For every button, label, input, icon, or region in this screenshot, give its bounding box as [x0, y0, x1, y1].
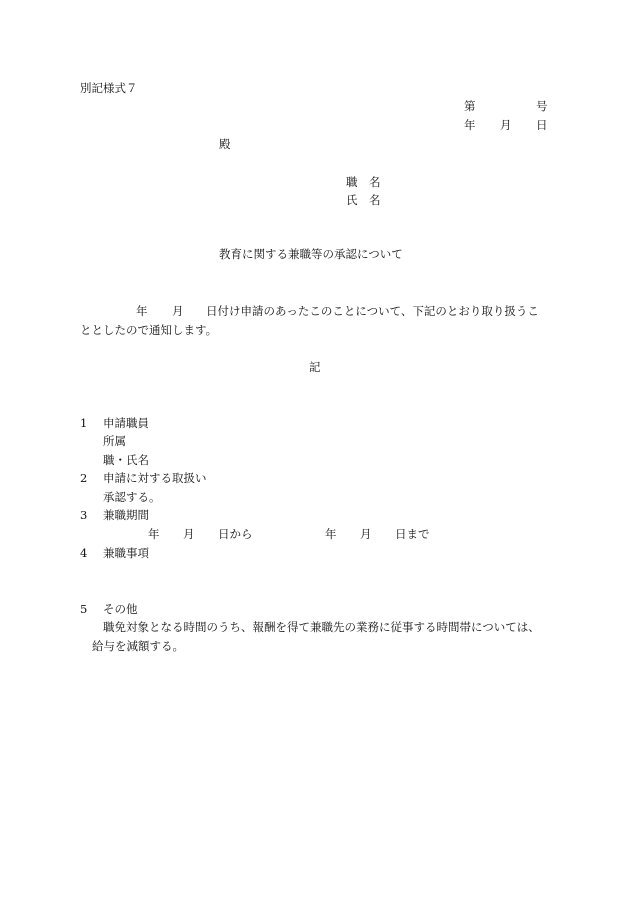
item3-from-year: 年 — [148, 527, 160, 541]
item3-to-year: 年 — [325, 527, 337, 541]
addressee-suffix: 殿 — [219, 137, 231, 151]
item2-label: 申請に対する取扱い — [103, 471, 207, 485]
item1-label: 申請職員 — [103, 416, 149, 430]
item5-number: 5 — [80, 602, 88, 616]
item3-label: 兼職期間 — [103, 508, 149, 522]
item4-number: 4 — [80, 546, 88, 560]
sender-title: 職 名 — [346, 175, 381, 189]
sender-name: 氏 名 — [346, 193, 381, 207]
body-line2: ととしたので通知します。 — [80, 323, 218, 337]
body-year: 年 — [136, 304, 148, 318]
item2-sub-approve: 承認する。 — [103, 490, 161, 504]
doc-number-go: 号 — [536, 99, 548, 113]
date-day: 日 — [536, 118, 548, 132]
item4-label: 兼職事項 — [103, 546, 149, 560]
item2-number: 2 — [80, 471, 88, 485]
item3-from-day: 日から — [218, 527, 253, 541]
item5-text-line1: 職免対象となる時間のうち、報酬を得て兼職先の業務に従事する時間帯については、 — [103, 620, 540, 634]
item1-sub-affiliation: 所属 — [103, 434, 126, 448]
item1-sub-position-name: 職・氏名 — [103, 453, 149, 467]
ki-label: 記 — [309, 360, 321, 374]
doc-number-dai: 第 — [464, 99, 476, 113]
body-line1-text: 日付け申請のあったこのことについて、下記のとおり取り扱うこ — [206, 304, 539, 318]
item5-label: その他 — [103, 602, 138, 616]
date-year: 年 — [464, 118, 476, 132]
body-month: 月 — [172, 304, 184, 318]
item3-to-month: 月 — [360, 527, 372, 541]
date-month: 月 — [500, 118, 512, 132]
item1-number: 1 — [80, 416, 88, 430]
item3-from-month: 月 — [183, 527, 195, 541]
item3-number: 3 — [80, 508, 88, 522]
form-label: 別記様式７ — [80, 81, 138, 95]
item3-to-day: 日まで — [395, 527, 430, 541]
document-title: 教育に関する兼職等の承認について — [219, 247, 403, 261]
item5-text-line2: 給与を減額する。 — [92, 639, 184, 653]
